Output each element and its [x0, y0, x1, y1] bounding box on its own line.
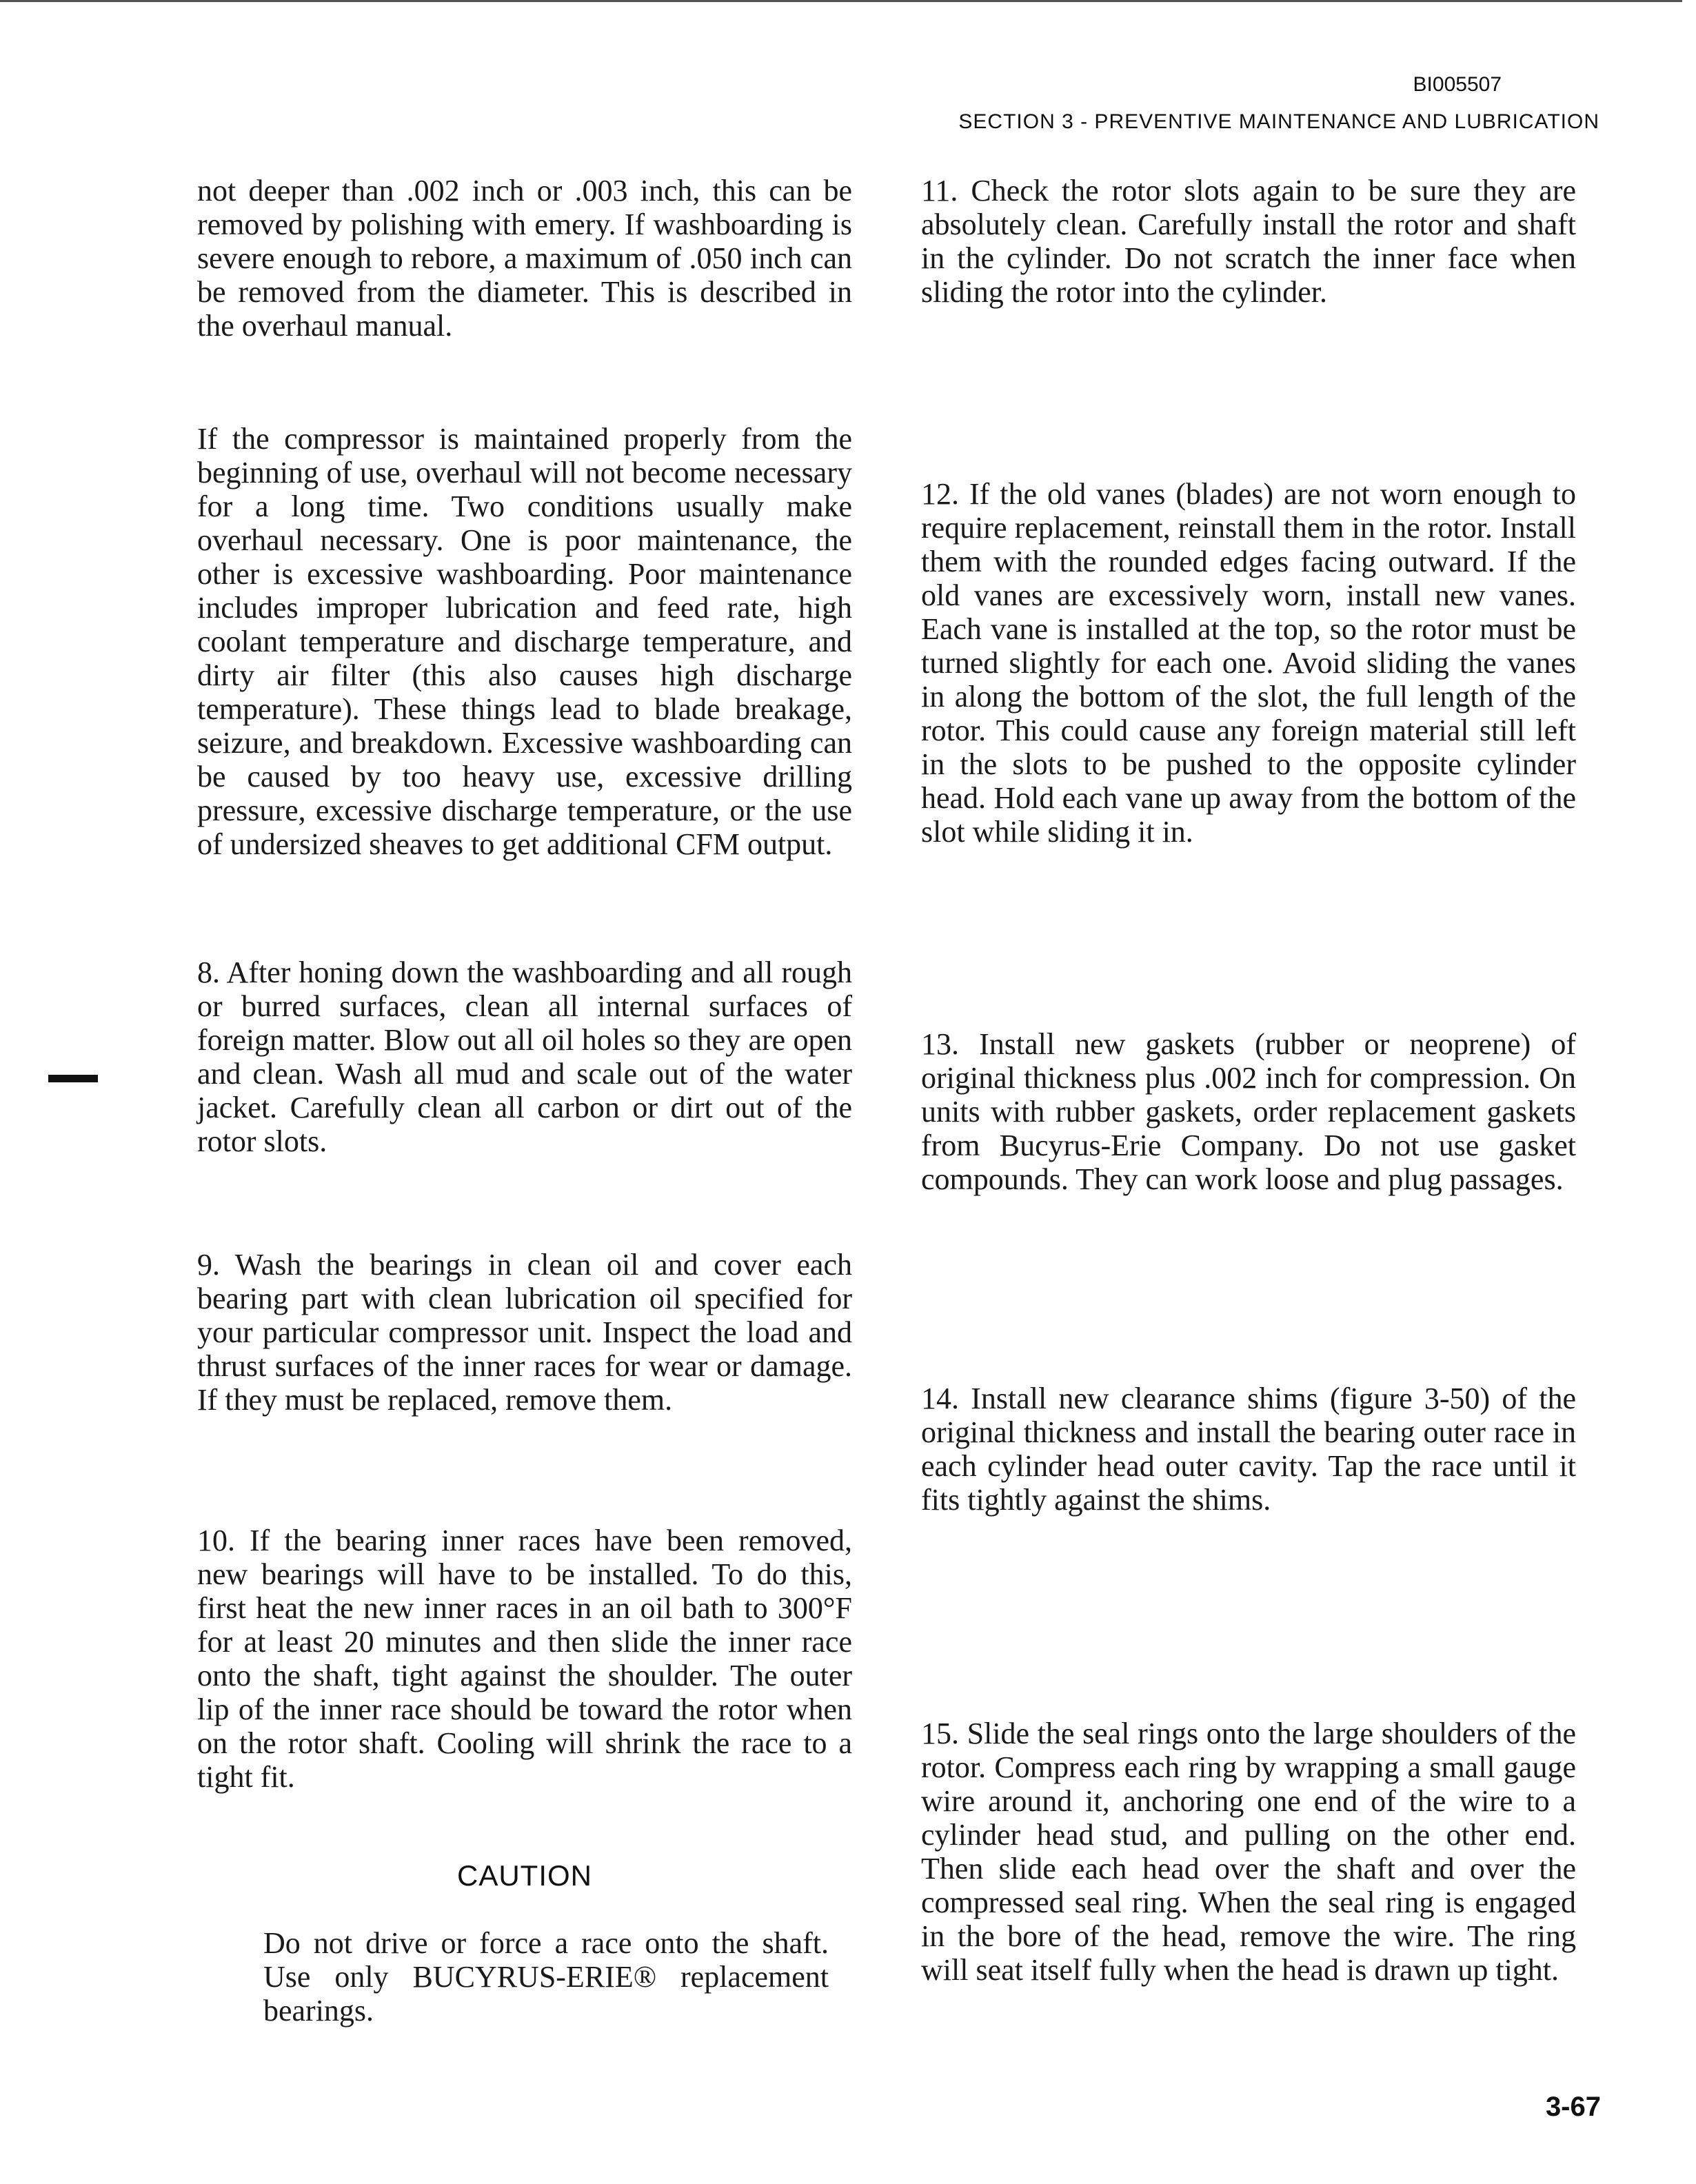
document-id: BI005507 [1413, 73, 1502, 96]
revision-change-bar [48, 1075, 98, 1082]
caution-heading: CAUTION [457, 1859, 592, 1892]
paragraph-step-11: 11. Check the rotor slots again to be sure they are absolutely clean. Carefully install the rotor and shaft in the cylinder. Do not scratch the inner face when sliding the rotor into the cylinder. [921, 174, 1576, 309]
section-title: SECTION 3 - PREVENTIVE MAINTENANCE AND LUBRICATION [958, 110, 1599, 133]
paragraph-step-13: 13. Install new gaskets (rubber or neoprene) of original thickness plus .002 inch for compression. On units with rubber gaskets, order replacement gaskets from Bucyrus-Erie Company. Do not use gasket compounds. They can work loose and plug passages. [921, 1027, 1576, 1196]
paragraph-step-14: 14. Install new clearance shims (figure 3-50) of the original thickness and install the bearing outer race in each cylinder head outer cavity. Tap the race until it fits tightly against the shims. [921, 1382, 1576, 1517]
caution-text: Do not drive or force a race onto the shaft. Use only BUCYRUS-ERIE® replacement bearings. [263, 1926, 829, 2028]
top-rule [0, 0, 1682, 2]
paragraph-step-10: 10. If the bearing inner races have been removed, new bearings will have to be installed. To do this, first heat the new inner races in an oil bath to 300°F for at least 20 minutes and then slide the inner race onto the shaft, tight against the shoulder. The outer lip of the inner race should be toward the rotor when on the rotor shaft. Cooling will shrink the race to a tight fit. [197, 1524, 852, 1794]
paragraph-step-12: 12. If the old vanes (blades) are not worn enough to require replacement, reinstall them in the rotor. Install them with the rounded edges facing outward. If the old vanes are excessively worn, install new vanes. Each vane is installed at the top, so the rotor must be turned slightly for each one. Avoid sliding the vanes in along the bottom of the slot, the full length of the rotor. This could cause any foreign material still left in the slots to be pushed to the opposite cylinder head. Hold each vane up away from the bottom of the slot while sliding it in. [921, 477, 1576, 849]
paragraph-intro: not deeper than .002 inch or .003 inch, this can be removed by polishing with emery. If washboarding is severe enough to rebore, a maximum of .050 inch can be removed from the diameter. This is described in the overhaul manual. [197, 174, 852, 343]
paragraph-step-8: 8. After honing down the washboarding and all rough or burred surfaces, clean all internal surfaces of foreign matter. Blow out all oil holes so they are open and clean. Wash all mud and scale out of the water jacket. Carefully clean all carbon or dirt out of the rotor slots. [197, 956, 852, 1158]
page-number: 3-67 [1545, 2092, 1601, 2122]
paragraph-overhaul: If the compressor is maintained properly from the beginning of use, overhaul will not become necessary for a long time. Two conditions usually make overhaul necessary. One is poor maintenance, the other is excessive washboarding. Poor maintenance includes improper lubrication and feed rate, high coolant temperature and discharge temperature, and dirty air filter (this also causes high discharge temperature). These things lead to blade breakage, seizure, and breakdown. Excessive washboarding can be caused by too heavy use, excessive drilling pressure, excessive discharge temperature, or the use of undersized sheaves to get additional CFM output. [197, 422, 852, 861]
paragraph-step-9: 9. Wash the bearings in clean oil and cover each bearing part with clean lubrication oil specified for your particular compressor unit. Inspect the load and thrust surfaces of the inner races for wear or damage. If they must be replaced, remove them. [197, 1248, 852, 1417]
paragraph-step-15: 15. Slide the seal rings onto the large shoulders of the rotor. Compress each ring by wrapping a small gauge wire around it, anchoring one end of the wire to a cylinder head stud, and pulling on the other end. Then slide each head over the shaft and over the compressed seal ring. When the seal ring is engaged in the bore of the head, remove the wire. The ring will seat itself fully when the head is drawn up tight. [921, 1717, 1576, 1987]
